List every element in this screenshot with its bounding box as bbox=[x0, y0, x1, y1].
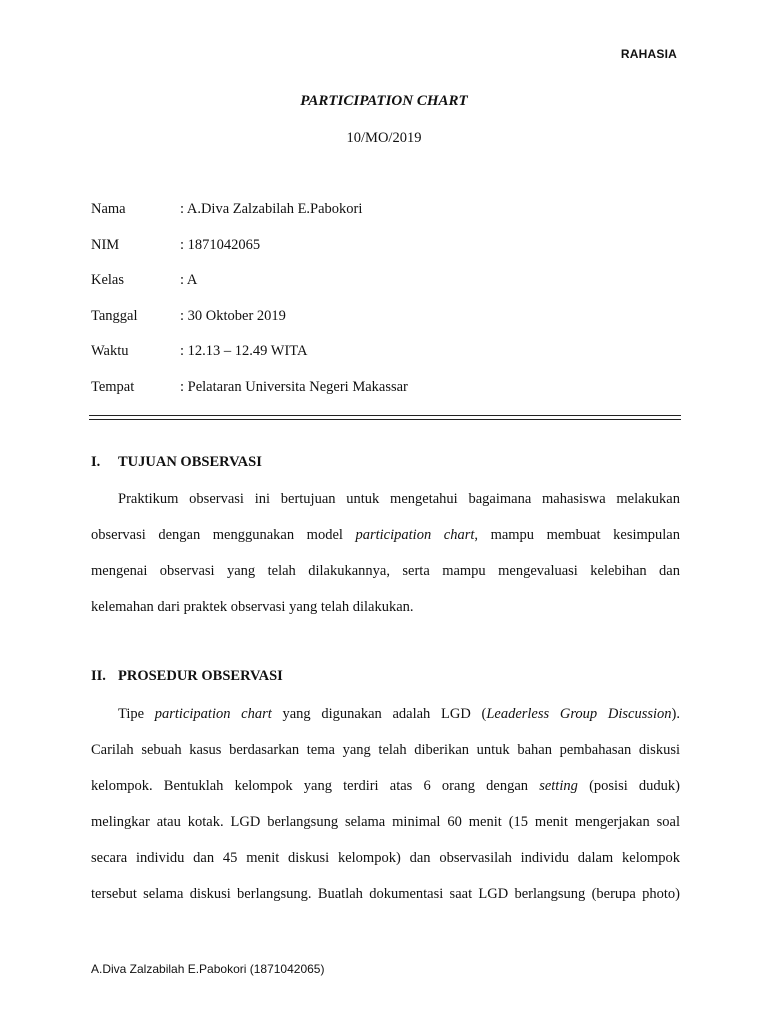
confidential-label: RAHASIA bbox=[620, 47, 677, 61]
info-key: NIM bbox=[91, 236, 120, 253]
paragraph-line: secara individu dan 45 menit diskusi kelompok) dan observasilah individu dalam kelompok bbox=[91, 850, 680, 866]
paragraph-line: Praktikum observasi ini bertujuan untuk mengetahui bagaimana mahasiswa melakukan bbox=[118, 491, 680, 507]
paragraph-line: tersebut selama diskusi berlangsung. Buatlah dokumentasi saat LGD berlangsung (berupa photo) bbox=[91, 886, 680, 902]
paragraph-tujuan bbox=[91, 489, 680, 633]
info-value: : Pelataran Universita Negeri Makassar bbox=[180, 378, 408, 395]
info-value: : A.Diva Zalzabilah E.Pabokori bbox=[180, 201, 363, 217]
info-key: Waktu bbox=[91, 343, 129, 359]
info-key: Tanggal bbox=[91, 307, 138, 324]
document-title: PARTICIPATION CHART bbox=[300, 93, 468, 109]
paragraph-prosedur bbox=[91, 704, 680, 920]
document-number: 10/MO/2019 bbox=[346, 130, 422, 146]
info-row-nim bbox=[91, 237, 681, 273]
section-number: II. bbox=[91, 668, 106, 684]
section-heading-tujuan bbox=[91, 454, 262, 471]
identity-table bbox=[91, 201, 681, 414]
info-row-tempat bbox=[91, 379, 681, 415]
paragraph-line: Carilah sebuah kasus berdasarkan tema yang telah diberikan untuk bahan pembahasan diskusi bbox=[91, 742, 680, 758]
info-key: Tempat bbox=[91, 378, 135, 395]
paragraph-line: kelemahan dari praktek observasi yang telah dilakukan. bbox=[91, 599, 414, 615]
italic-term: Leaderless Group Discussion bbox=[486, 706, 672, 722]
italic-term: setting bbox=[539, 778, 578, 794]
section-title: PROSEDUR OBSERVASI bbox=[118, 668, 283, 684]
paragraph-line: observasi dengan menggunakan model participation chart, mampu membuat kesimpulan bbox=[91, 527, 680, 543]
double-divider bbox=[89, 415, 681, 420]
info-row-waktu bbox=[91, 343, 681, 379]
page-footer: A.Diva Zalzabilah E.Pabokori (1871042065) bbox=[91, 962, 325, 976]
section-heading-prosedur bbox=[91, 668, 283, 685]
info-value: : 1871042065 bbox=[180, 236, 261, 253]
section-title: TUJUAN OBSERVASI bbox=[118, 454, 262, 470]
info-key: Kelas bbox=[91, 272, 125, 288]
paragraph-line: melingkar atau kotak. LGD berlangsung selama minimal 60 menit (15 menit mengerjakan soal bbox=[91, 814, 680, 830]
info-row-kelas bbox=[91, 272, 681, 308]
info-row-nama bbox=[91, 201, 681, 237]
italic-term: participation chart bbox=[154, 706, 272, 722]
info-key: Nama bbox=[91, 201, 126, 217]
italic-term: participation chart bbox=[355, 527, 475, 543]
info-value: : 12.13 – 12.49 WITA bbox=[180, 343, 308, 359]
info-value: : 30 Oktober 2019 bbox=[180, 307, 286, 324]
paragraph-line: mengenai observasi yang telah dilakukannya, serta mampu mengevaluasi kelebihan dan bbox=[91, 563, 680, 579]
info-row-tanggal bbox=[91, 308, 681, 344]
paragraph-line: Tipe participation chart yang digunakan adalah LGD (Leaderless Group Discussion). bbox=[118, 706, 680, 722]
section-number: I. bbox=[91, 454, 101, 470]
paragraph-line: kelompok. Bentuklah kelompok yang terdiri atas 6 orang dengan setting (posisi duduk) bbox=[91, 778, 680, 794]
info-value: : A bbox=[180, 272, 198, 288]
